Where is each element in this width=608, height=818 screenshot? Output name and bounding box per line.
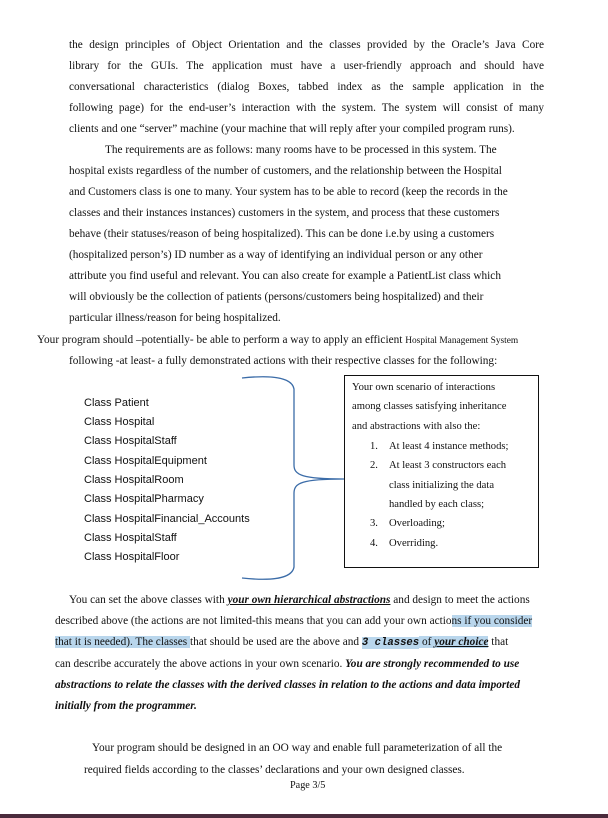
scenario-item-1-num: 1. — [370, 441, 378, 452]
abstractions-line-4 — [55, 657, 519, 671]
final-line-1: Your program should be designed in an OO way and enable full parameterization of all the — [92, 742, 503, 754]
abstractions-line-5: abstractions to relate the classes with the derived classes in relation to the actions and data imported — [55, 679, 521, 691]
abs-l3-d: of — [419, 636, 435, 648]
scenario-item-4-num: 4. — [370, 538, 378, 549]
abs-l3-f: that — [488, 636, 509, 648]
req-line-7: attribute you find useful and relevant. You can also create for example a PatientList class which — [69, 270, 501, 282]
abs-l4-a: can describe accurately the above actions in your own scenario. — [55, 658, 346, 670]
abs-highlight-1: ns if you consider — [451, 615, 533, 627]
scenario-item-2-line-3: handled by each class; — [389, 499, 485, 510]
scenario-item-2-num: 2. — [370, 460, 378, 471]
intro-line-2: library for the GUIs. The application must have a user-friendly approach and should have — [69, 60, 544, 72]
req-line-8: will obviously be the collection of patients (persons/customers being hospitalized) and their — [69, 291, 484, 303]
page-number: Page 3/5 — [290, 780, 326, 791]
brace-connector — [240, 375, 350, 581]
class-item-hospital-staff-2: Class HospitalStaff — [84, 532, 177, 544]
scenario-item-2-line-2: class initializing the data — [389, 480, 495, 491]
abstractions-line-3 — [55, 635, 508, 650]
abstractions-line-2 — [55, 614, 532, 628]
scenario-item-1-line-1: At least 4 instance methods; — [389, 441, 509, 452]
class-item-hospital-room: Class HospitalRoom — [84, 474, 184, 486]
abs-emphasis-choice: your choice — [434, 636, 489, 648]
req-line-1: The requirements are as follows: many rooms have to be processed in this system. The — [105, 144, 497, 156]
abstractions-line-6: initially from the programmer. — [55, 700, 197, 712]
class-item-hospital-financial-accounts: Class HospitalFinancial_Accounts — [84, 513, 250, 525]
class-item-hospital: Class Hospital — [84, 416, 155, 428]
scenario-item-2-line-1: At least 3 constructors each — [389, 460, 507, 471]
class-item-patient: Class Patient — [84, 397, 149, 409]
intro-line-4: following page) for the end-user’s interaction with the system. The system will consist of many — [69, 102, 544, 114]
abs-l2-a: described above (the actions are not limited-this means that you can add your own actio — [55, 615, 452, 627]
req-line-3: and Customers class is one to many. Your system has to be able to record (keep the records in the — [69, 186, 508, 198]
class-item-hospital-pharmacy: Class HospitalPharmacy — [84, 493, 204, 505]
abs-three-classes: 3 classes — [361, 637, 420, 649]
program-system-name: Hospital Management System — [405, 336, 519, 346]
abstractions-line-1 — [69, 593, 530, 607]
program-line-1 — [37, 333, 518, 348]
scenario-item-4-line-1: Overriding. — [389, 538, 439, 549]
program-line-2: following -at least- a fully demonstrated actions with their respective classes for the following: — [69, 355, 498, 367]
req-line-2: hospital exists regardless of the number of customers, and the relationship between the Hospital — [69, 165, 502, 177]
req-line-6: (hospitalized person’s) ID number as a way of identifying an individual person or any other — [69, 249, 483, 261]
class-item-hospital-floor: Class HospitalFloor — [84, 551, 180, 563]
intro-line-3: conversational characteristics (dialog Boxes, tabbed index as the sample application in the — [69, 81, 544, 93]
abs-emphasis-recommended: You are strongly recommended to use — [345, 658, 520, 670]
scenario-item-3-num: 3. — [370, 518, 378, 529]
scenario-item-3-line-1: Overloading; — [389, 518, 445, 529]
class-item-hospital-equipment: Class HospitalEquipment — [84, 455, 207, 467]
req-line-9: particular illness/reason for being hospitalized. — [69, 312, 281, 324]
intro-line-5: clients and one “server” machine (your machine that will reply after your compiled program runs). — [69, 123, 515, 135]
scenario-intro-1: Your own scenario of interactions — [352, 382, 496, 393]
abs-highlight-2: that it is needed). The classes — [55, 636, 190, 648]
abs-l1-a: You can set the above classes with — [69, 594, 228, 606]
scenario-intro-3: and abstractions with also the: — [352, 421, 481, 432]
bottom-bar — [0, 814, 608, 818]
scenario-box — [344, 375, 539, 568]
scenario-intro-2: among classes satisfying inheritance — [352, 401, 507, 412]
req-line-4: classes and their instances instances) customers in the system, and process that these customers — [69, 207, 500, 219]
intro-line-1: the design principles of Object Orientation and the classes provided by the Oracle’s Java Core — [69, 39, 544, 51]
abs-l1-c: and design to meet the actions — [390, 594, 530, 606]
class-item-hospital-staff: Class HospitalStaff — [84, 435, 177, 447]
abs-l3-b: that should be used are the above and — [190, 636, 362, 648]
abs-emphasis-hierarchical: your own hierarchical abstractions — [227, 594, 391, 606]
final-line-2: required fields according to the classes’ declarations and your own designed classes. — [84, 764, 465, 776]
req-line-5: behave (their statuses/reason of being hospitalized). This can be done i.e.by using a customers — [69, 228, 495, 240]
program-line-1-text: Your program should –potentially- be able to perform a way to apply an efficient — [37, 334, 406, 346]
